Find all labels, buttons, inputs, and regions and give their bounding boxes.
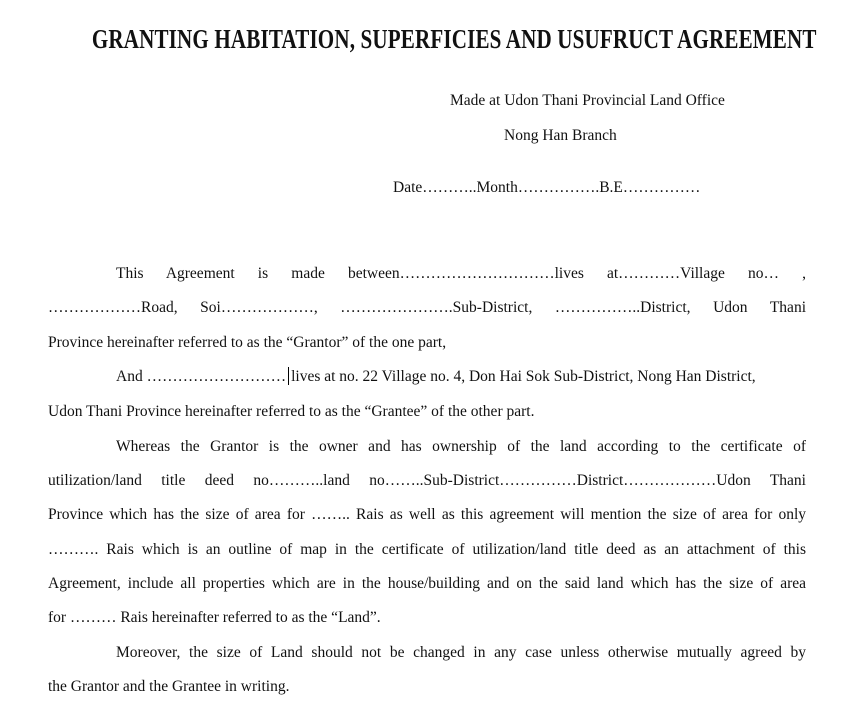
grantee-address: lives at no. 22 Village no. 4, Don Hai Sok Sub-District, Nong Han District, xyxy=(291,368,756,385)
body-line: Whereas the Grantor is the owner and has ownership of the land according to the certificate of xyxy=(116,438,806,455)
body-line: ………………Road, Soi………………, ………………….Sub-District, ……………..District, Udon Thani xyxy=(48,299,806,316)
made-at-line: Made at Udon Thani Provincial Land Office xyxy=(450,92,725,109)
body-line: Moreover, the size of Land should not be changed in any case unless otherwise mutually agreed by xyxy=(116,644,806,661)
branch-line: Nong Han Branch xyxy=(504,127,617,144)
body-line: ………. Rais which is an outline of map in the certificate of utilization/land title deed as an attachment of this xyxy=(48,541,806,558)
body-line: Agreement, include all properties which are in the house/building and on the said land which has the size of area xyxy=(48,575,806,592)
and-prefix: And ……………………… xyxy=(116,368,287,385)
body-line: Province hereinafter referred to as the “Grantor” of the one part, xyxy=(48,334,447,351)
body-line: Udon Thani Province hereinafter referred to as the “Grantee” of the other part. xyxy=(48,403,535,420)
text-cursor xyxy=(288,367,289,385)
date-line: Date………..Month…………….B.E…………… xyxy=(393,179,701,196)
document-title: GRANTING HABITATION, SUPERFICIES AND USUFRUCT AGREEMENT xyxy=(91,24,817,54)
body-line: This Agreement is made between…………………………lives at…………Village no… , xyxy=(116,265,806,282)
body-line: utilization/land title deed no………..land no……..Sub-District……………District………………Udon Thani xyxy=(48,472,806,489)
body-line: for ……… Rais hereinafter referred to as the “Land”. xyxy=(48,609,381,626)
body-line: Province which has the size of area for …….. Rais as well as this agreement will mention the size of area for only xyxy=(48,506,806,523)
body-line: the Grantor and the Grantee in writing. xyxy=(48,678,290,695)
and-line xyxy=(116,367,756,387)
